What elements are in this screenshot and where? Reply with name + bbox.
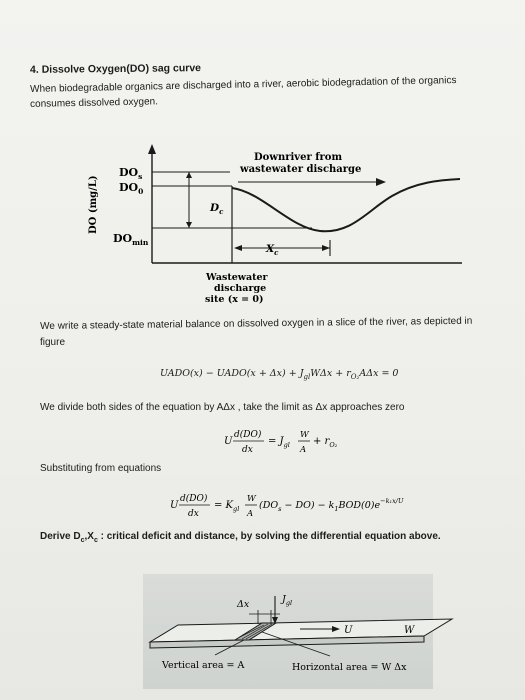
svg-text:W: W: [247, 494, 256, 504]
label-dc: $D_c$: [210, 202, 224, 216]
equation-material-balance: UADO(x) − UADO(x + $\Delta x) + J_{gl}W\Delta x + r_{O_2}A\Delta x = 0$: [160, 368, 399, 381]
u-label: U: [344, 625, 353, 636]
w-label: W: [404, 625, 415, 636]
vertical-area-label: Vertical area = A: [162, 660, 245, 671]
discharge-label-line1: Wastewater: [206, 272, 268, 283]
svg-text:U: U: [170, 500, 179, 511]
section-heading: 4. Dissolve Oxygen(DO) sag curve: [29, 62, 202, 76]
intro-text-line1: When biodegradable organics are discharged into a river, aerobic biodegradation of the organics: [30, 75, 457, 95]
derive-instruction: Derive $D_c,X_c$ : critical deficit and distance, by solving the differential equation above.: [40, 531, 441, 544]
svg-text:= Kgl: = $K_{gl}$: [214, 500, 240, 513]
paragraph-substituting: Substituting from equations: [40, 463, 162, 474]
svg-text:W: W: [300, 430, 309, 440]
svg-text:+ rO₂: + $r_{O_2}$: [313, 436, 338, 449]
dx-label: Δx: [237, 599, 250, 610]
svg-text:dx: dx: [188, 509, 199, 519]
y-axis-arrow: [148, 144, 156, 154]
horizontal-area-label: Horizontal area = W Δx: [292, 662, 407, 673]
paragraph-divide: We divide both sides of the equation by AΔx , take the limit as Δx approaches zero: [40, 402, 405, 413]
xc-arrow-left: [234, 245, 242, 251]
svg-text:U: U: [224, 436, 233, 447]
dc-arrow-up: [186, 172, 192, 178]
label-domin: $DO_{min}$: [113, 232, 149, 247]
sag-curve: [232, 179, 460, 231]
downriver-label-line2: wastewater discharge: [240, 164, 362, 175]
label-dos: $DO_s$: [119, 166, 143, 181]
downriver-arrowhead: [376, 178, 386, 186]
svg-text:= Jgl: = $J_{gl}$: [268, 436, 290, 449]
river-slice-figure: [0, 570, 525, 700]
do-sag-curve-figure: [0, 130, 525, 430]
discharge-label-line3: site (x = 0): [205, 294, 264, 305]
discharge-label-line2: discharge: [214, 283, 267, 294]
jgl-label: $J_{gl}$: [282, 594, 293, 607]
svg-text:d(DO): d(DO): [234, 430, 262, 440]
y-axis-label: DO (mg/L): [88, 175, 99, 234]
svg-text:d(DO): d(DO): [180, 494, 208, 504]
xc-arrow-right: [322, 245, 330, 251]
label-do0: $DO_0$: [119, 181, 144, 196]
svg-text:dx: dx: [242, 445, 253, 455]
dc-arrow-down: [186, 222, 192, 228]
paragraph-material-balance-line2: figure: [40, 337, 66, 348]
svg-text:A: A: [247, 509, 254, 519]
equation-derivative: [222, 423, 422, 463]
intro-text-line2: consumes dissolved oxygen.: [30, 96, 159, 110]
svg-text:(DOs − DO) − k1BOD(0)e−k₁x/U: $(DO_s - DO) - k_1BOD(0)e^{-k_1x/U}$: [259, 497, 404, 513]
downriver-label-line1: Downriver from: [254, 152, 343, 163]
svg-text:A: A: [300, 445, 307, 455]
equation-substituted: [168, 487, 468, 527]
label-xc: $X_c$: [266, 243, 279, 257]
paragraph-material-balance-line1: We write a steady-state material balance on dissolved oxygen in a slice of the river, as depicted in: [40, 315, 473, 332]
